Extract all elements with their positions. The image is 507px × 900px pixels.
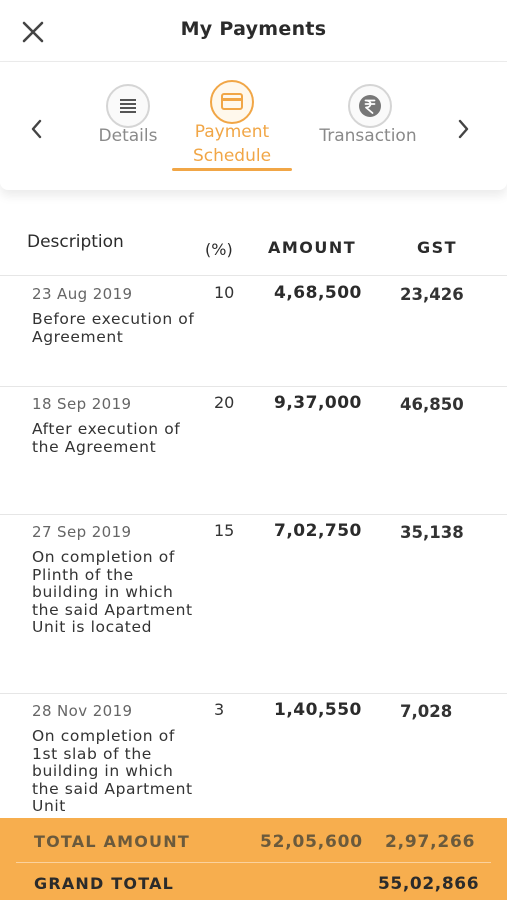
- row-amount: 4,68,500: [274, 283, 362, 303]
- column-header-description: Description: [27, 232, 124, 252]
- tabs-next-button[interactable]: [452, 117, 474, 141]
- totals-divider: [16, 862, 491, 863]
- table-row: [0, 515, 507, 694]
- page-title: My Payments: [180, 18, 327, 40]
- transaction-icon-circle: [348, 84, 392, 128]
- row-description: After execution of the Agreement: [32, 420, 181, 456]
- total-amount-value: 52,05,600: [260, 832, 363, 852]
- column-header-amount: AMOUNT: [268, 238, 357, 257]
- tab-transaction-label: Transaction: [319, 126, 417, 146]
- tab-transaction[interactable]: [306, 62, 430, 182]
- table-row: [0, 277, 507, 387]
- card-icon: [220, 91, 244, 113]
- row-description: On completion of Plinth of the building in which the said Apartment Unit is located: [32, 548, 193, 636]
- row-gst: 46,850: [400, 395, 464, 414]
- tab-bar: [0, 62, 507, 190]
- active-tab-underline: [172, 168, 292, 171]
- row-percent: 10: [214, 283, 235, 302]
- tab-label-line2: Schedule: [192, 146, 272, 166]
- grand-total-label: GRAND TOTAL: [34, 874, 175, 893]
- tabs-prev-button[interactable]: [26, 117, 48, 141]
- tab-payment-schedule-label: [172, 120, 292, 168]
- tab-payment-schedule[interactable]: [172, 62, 292, 182]
- app-header: [0, 0, 507, 62]
- row-percent: 20: [214, 393, 235, 412]
- row-gst: 23,426: [400, 285, 464, 304]
- tab-details-label: Details: [98, 126, 158, 146]
- total-gst-value: 2,97,266: [385, 832, 476, 852]
- column-header-percent: (%): [205, 240, 233, 259]
- table-row: [0, 694, 507, 818]
- totals-panel: [0, 818, 507, 900]
- row-date: 23 Aug 2019: [32, 285, 133, 303]
- list-icon: [117, 95, 139, 117]
- row-percent: 3: [214, 700, 225, 719]
- row-amount: 9,37,000: [274, 393, 362, 413]
- row-date: 18 Sep 2019: [32, 395, 132, 413]
- row-amount: 1,40,550: [274, 700, 362, 720]
- table-row: [0, 387, 507, 515]
- details-icon-circle: [106, 84, 150, 128]
- grand-total-value: 55,02,866: [378, 874, 480, 894]
- column-header-gst: GST: [417, 238, 458, 257]
- row-gst: 35,138: [400, 523, 464, 542]
- tab-label-line1: Payment: [194, 122, 270, 142]
- chevron-left-icon: [26, 117, 48, 141]
- table-header: [0, 222, 507, 276]
- tab-details[interactable]: [82, 62, 174, 182]
- schedule-icon-circle: [210, 80, 254, 124]
- chevron-right-icon: [452, 117, 474, 141]
- row-gst: 7,028: [400, 702, 453, 721]
- rupee-icon: [357, 93, 383, 119]
- row-amount: 7,02,750: [274, 521, 362, 541]
- row-percent: 15: [214, 521, 235, 540]
- total-amount-label: TOTAL AMOUNT: [34, 832, 190, 851]
- row-date: 27 Sep 2019: [32, 523, 132, 541]
- row-description: On completion of 1st slab of the building in which the said Apartment Unit: [32, 727, 193, 815]
- row-date: 28 Nov 2019: [32, 702, 133, 720]
- row-description: Before execution of Agreement: [32, 310, 195, 346]
